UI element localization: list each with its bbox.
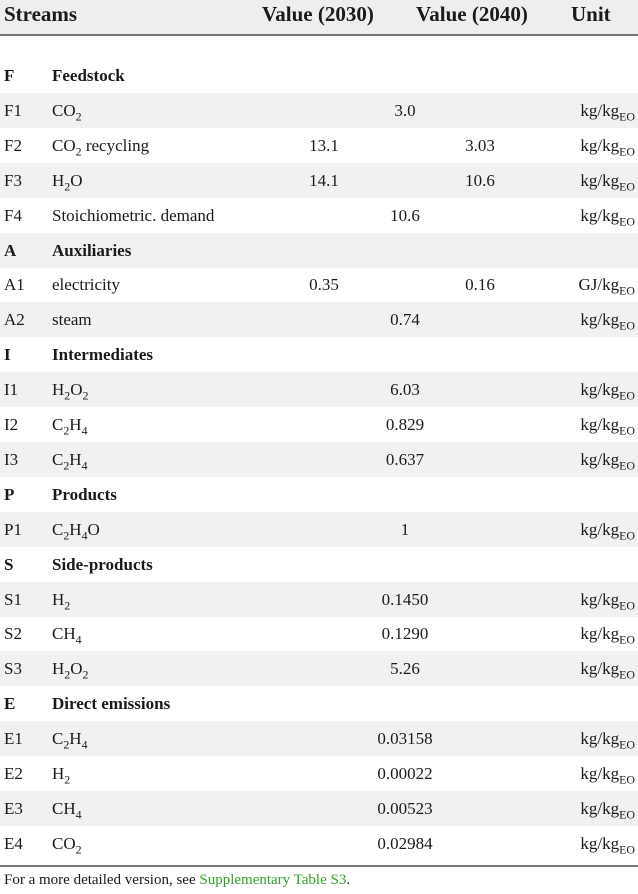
stream-name [52,275,120,295]
unit-base: kg/kg [580,589,620,609]
unit-subscript: EO [619,144,635,159]
stream-row-e4 [0,826,638,861]
section-code: S [4,554,14,574]
stream-name [52,449,88,473]
name-text: CO [52,100,76,120]
unit-base: kg/kg [580,170,620,190]
stream-code: F2 [4,135,22,155]
stream-unit [578,275,635,298]
value-2040: 3.03 [465,135,495,155]
unit-base: GJ/kg [578,275,620,295]
stream-code: I3 [4,449,19,469]
name-text: H [69,729,82,749]
section-row-e [0,686,638,721]
name-text: steam [52,310,92,330]
stream-row-f1 [0,93,638,128]
unit-subscript: EO [619,772,635,787]
section-title: Products [52,484,117,504]
subscript: 2 [63,423,70,438]
subscript: 2 [63,528,70,543]
value-shared: 10.6 [390,205,420,225]
unit-subscript: EO [619,842,635,857]
name-text: H [52,170,65,190]
unit-subscript: EO [619,807,635,822]
value-2030: 0.35 [309,275,339,295]
name-text: C [52,519,64,539]
unit-base: kg/kg [580,100,620,120]
stream-name [52,624,82,647]
value-shared: 0.74 [390,310,420,330]
unit-subscript: EO [619,528,635,543]
unit-subscript: EO [619,283,635,298]
name-text: O [70,170,83,190]
section-code: P [4,484,15,504]
subscript: 2 [82,667,89,682]
stream-name [52,764,71,787]
value-shared: 6.03 [390,380,420,400]
stream-code: A1 [4,275,25,295]
stream-row-f4 [0,198,638,233]
unit-subscript: EO [619,318,635,333]
name-text: electricity [52,275,120,295]
stream-unit [580,798,635,822]
section-code: A [4,240,17,260]
table-footnote [4,872,350,889]
stream-name [52,100,82,124]
stream-name [52,519,100,543]
name-text: O [70,659,83,679]
section-title: Feedstock [52,66,125,85]
unit-base: kg/kg [580,135,620,155]
unit-subscript: EO [619,458,635,473]
value-shared: 0.1290 [381,624,429,644]
stream-unit [580,206,635,226]
stream-unit [580,659,635,682]
value-shared: 1 [400,519,410,539]
name-text: H [69,519,82,539]
subscript: 2 [64,597,71,612]
name-text: recycling [81,135,150,155]
stream-code: I1 [4,380,19,400]
unit-subscript: EO [619,423,635,438]
name-text: H [69,449,82,469]
name-text: CH [52,798,76,818]
stream-unit [580,833,635,857]
subscript: 2 [64,772,71,787]
subscript: 2 [63,458,70,473]
section-row-s [0,547,638,582]
stream-code: P1 [4,519,22,539]
stream-row-p1 [0,512,638,547]
section-code: E [4,694,16,714]
subscript: 2 [75,144,82,159]
stream-code: S3 [4,659,22,679]
unit-subscript: EO [619,179,635,194]
value-shared: 0.00523 [377,798,433,818]
subscript: 2 [75,109,82,124]
stream-code: F3 [4,170,22,190]
stream-code: E4 [4,833,23,853]
unit-base: kg/kg [580,519,620,539]
unit-base: kg/kg [580,624,620,644]
subscript: 4 [81,528,88,543]
name-text: C [52,729,64,749]
footnote-end: . [346,872,351,888]
value-shared: 0.03158 [377,729,433,749]
stream-unit [580,449,635,473]
unit-subscript: EO [619,213,635,228]
section-row-p [0,477,638,512]
name-text: CH [52,624,76,644]
stream-name [52,380,89,403]
stream-name [52,590,70,610]
stream-row-f2 [0,128,638,163]
stream-name [52,833,82,857]
name-text: H [69,415,82,434]
value-shared: 0.00022 [377,764,433,783]
value-shared: 0.829 [385,415,425,434]
stream-row-s2 [0,616,638,651]
subscript: 2 [64,179,71,194]
stream-row-a2 [0,302,638,337]
stream-row-i2 [0,407,638,442]
unit-base: kg/kg [580,380,620,400]
stream-name [52,729,88,752]
section-title: Intermediates [52,345,154,365]
header-streams: Streams [4,2,78,26]
unit-subscript: EO [619,597,635,612]
subscript: 2 [64,667,71,682]
unit-subscript: EO [619,109,635,124]
stream-unit [580,380,635,403]
name-text: O [70,380,83,400]
stream-name [52,170,83,194]
footer-divider [0,865,638,867]
stream-unit [580,100,635,124]
section-title: Auxiliaries [52,240,132,260]
stream-unit [580,519,635,543]
name-text: CO [52,135,76,155]
name-text: H [52,659,65,679]
unit-base: kg/kg [580,449,620,469]
stream-row-s1 [0,582,638,617]
stream-code: E2 [4,764,23,783]
stream-code: E1 [4,729,23,749]
section-code: I [4,345,11,365]
section-row-a [0,233,638,268]
stream-name [52,415,88,438]
value-shared: 0.637 [385,449,425,469]
section-code: F [4,66,15,85]
unit-base: kg/kg [580,415,620,434]
unit-subscript: EO [619,388,635,403]
stream-row-e3 [0,791,638,826]
stream-unit [580,135,635,159]
subscript: 4 [75,807,82,822]
stream-code: I2 [4,415,19,434]
section-title: Side-products [52,554,153,574]
table-header [0,0,638,36]
unit-base: kg/kg [580,310,620,330]
value-2040: 0.16 [465,275,495,295]
stream-code: S2 [4,624,22,644]
unit-subscript: EO [619,632,635,647]
subscript: 4 [81,458,88,473]
subscript: 2 [64,388,71,403]
stream-unit [580,729,635,752]
unit-base: kg/kg [580,833,620,853]
name-text: O [87,519,100,539]
stream-row-e1 [0,721,638,756]
unit-base: kg/kg [580,729,620,749]
header-value-2040: Value (2040) [416,2,528,26]
footnote-text: For a more detailed version, see [4,872,200,888]
header-unit: Unit [571,2,611,26]
subscript: 4 [81,737,88,752]
name-text: CO [52,833,76,853]
section-title: Direct emissions [52,694,171,714]
subscript: 2 [82,388,89,403]
stream-code: F4 [4,205,22,225]
name-text: Stoichiometric. demand [52,205,215,225]
subscript: 4 [75,632,82,647]
value-shared: 0.02984 [377,833,433,853]
name-text: H [52,380,65,400]
unit-base: kg/kg [580,798,620,818]
section-row-i [0,337,638,372]
value-2040: 10.6 [465,170,495,190]
value-2030: 13.1 [309,135,339,155]
stream-name [52,206,214,226]
unit-base: kg/kg [580,205,620,225]
subscript: 2 [63,737,70,752]
header-value-2030: Value (2030) [262,2,374,26]
unit-base: kg/kg [580,764,620,783]
stream-name [52,310,92,330]
stream-code: S1 [4,589,22,609]
value-shared: 3.0 [394,100,416,120]
value-shared: 0.1450 [381,589,429,609]
name-text: C [52,449,64,469]
unit-subscript: EO [619,667,635,682]
stream-code: F1 [4,100,22,120]
stream-unit [580,415,635,438]
value-2030: 14.1 [309,170,339,190]
supplementary-table-link[interactable]: Supplementary Table S3 [199,872,347,888]
name-text: C [52,415,64,434]
stream-unit [580,624,635,647]
stream-row-i1 [0,372,638,407]
stream-row-a1 [0,267,638,302]
stream-unit [580,310,635,333]
stream-row-s3 [0,651,638,686]
stream-name [52,135,150,159]
stream-name [52,659,89,682]
stream-unit [580,590,635,610]
stream-row-f3 [0,163,638,198]
stream-code: A2 [4,310,25,330]
subscript: 4 [81,423,88,438]
section-row-f [0,58,638,93]
name-text: H [52,764,65,783]
name-text: H [52,589,65,609]
value-shared: 5.26 [390,659,420,679]
stream-unit [580,170,635,194]
subscript: 2 [75,842,82,857]
stream-row-i3 [0,442,638,477]
stream-code: E3 [4,798,23,818]
unit-subscript: EO [619,737,635,752]
stream-unit [580,764,635,787]
unit-base: kg/kg [580,659,620,679]
stream-name [52,798,82,822]
stream-row-e2 [0,756,638,791]
